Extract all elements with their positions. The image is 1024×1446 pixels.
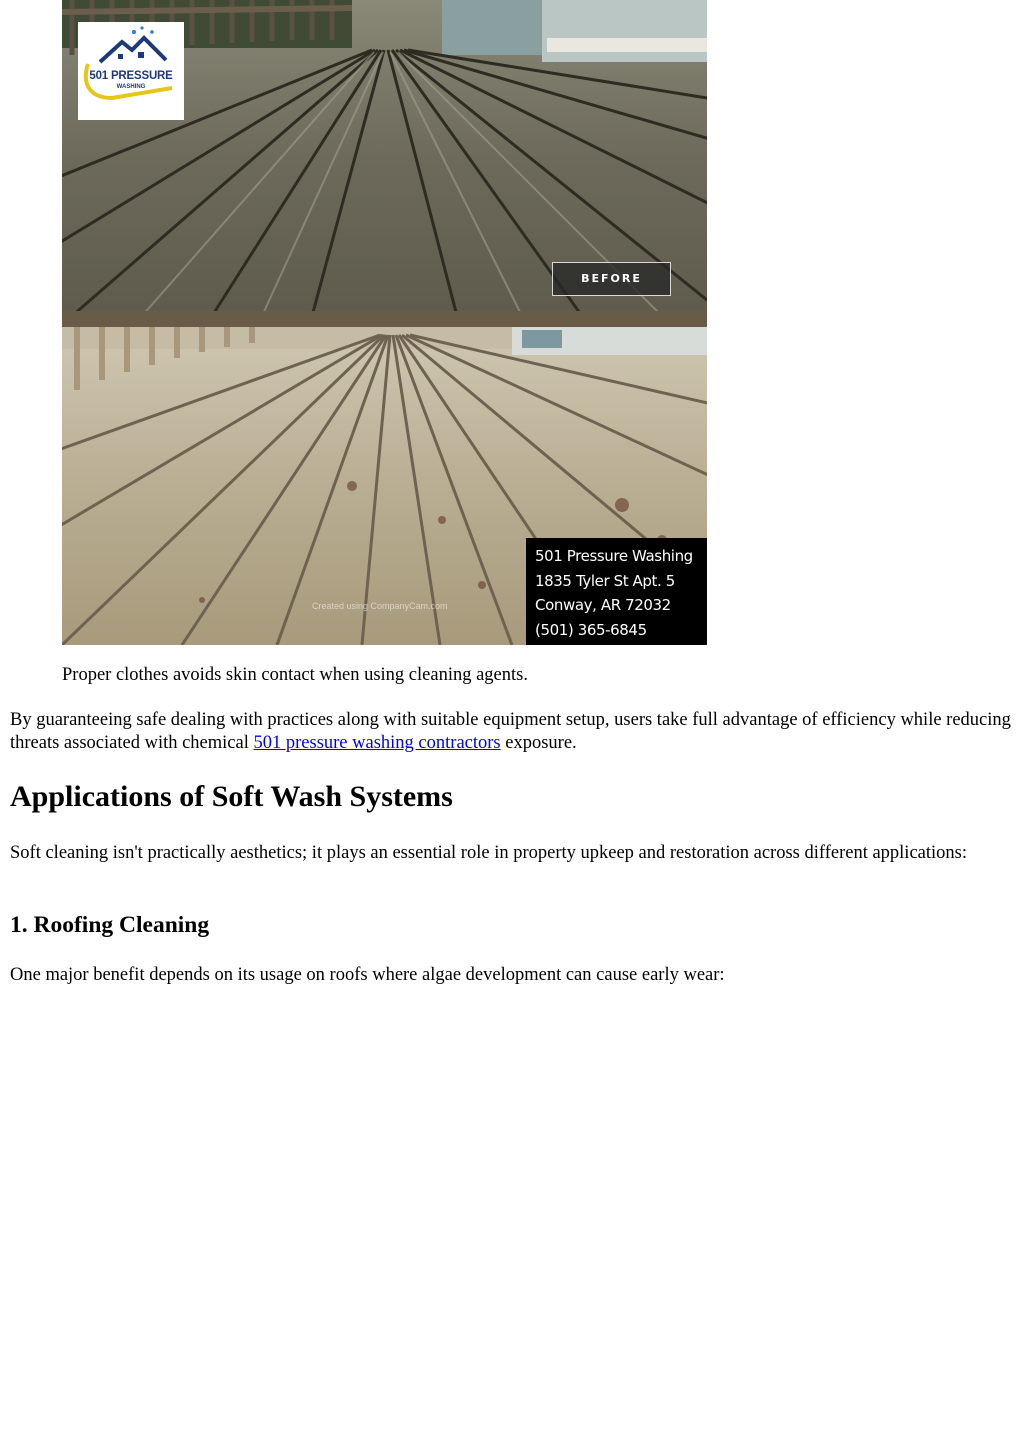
logo-text: 501 PRESSURE: [89, 70, 173, 82]
paragraph-text: exposure.: [500, 733, 577, 753]
address-line: 501 Pressure Washing: [535, 547, 693, 565]
before-after-deck-photo: [62, 0, 707, 645]
address-line: 1835 Tyler St Apt. 5: [535, 571, 675, 590]
subheading-roofing: 1. Roofing Cleaning: [10, 912, 210, 938]
paragraph-text: By guaranteeing safe dealing with practices along with suitable equipment setup, users take full advantage of efficiency while reducing threats associated with chemical: [10, 710, 1011, 753]
logo-subtext: WASHING: [116, 84, 146, 90]
section-heading: Applications of Soft Wash Systems: [10, 780, 453, 813]
company-logo: [78, 22, 184, 120]
image-caption: Proper clothes avoids skin contact when using cleaning agents.: [62, 665, 528, 685]
paragraph-applications: Soft cleaning isn't practically aesthetics; it plays an essential role in property upkeep and restoration across different applications:: [10, 843, 967, 863]
paragraph-safety: [10, 709, 1014, 755]
contractors-link[interactable]: 501 pressure washing contractors: [253, 733, 501, 753]
watermark: Created using CompanyCam.com: [312, 601, 448, 611]
paragraph-roofing: One major benefit depends on its usage on roofs where algae development can cause early wear:: [10, 965, 725, 985]
before-label: BEFORE: [552, 262, 671, 296]
address-line: (501) 365-6845: [535, 620, 647, 639]
address-overlay: [526, 538, 707, 645]
address-line: Conway, AR 72032: [535, 596, 671, 614]
